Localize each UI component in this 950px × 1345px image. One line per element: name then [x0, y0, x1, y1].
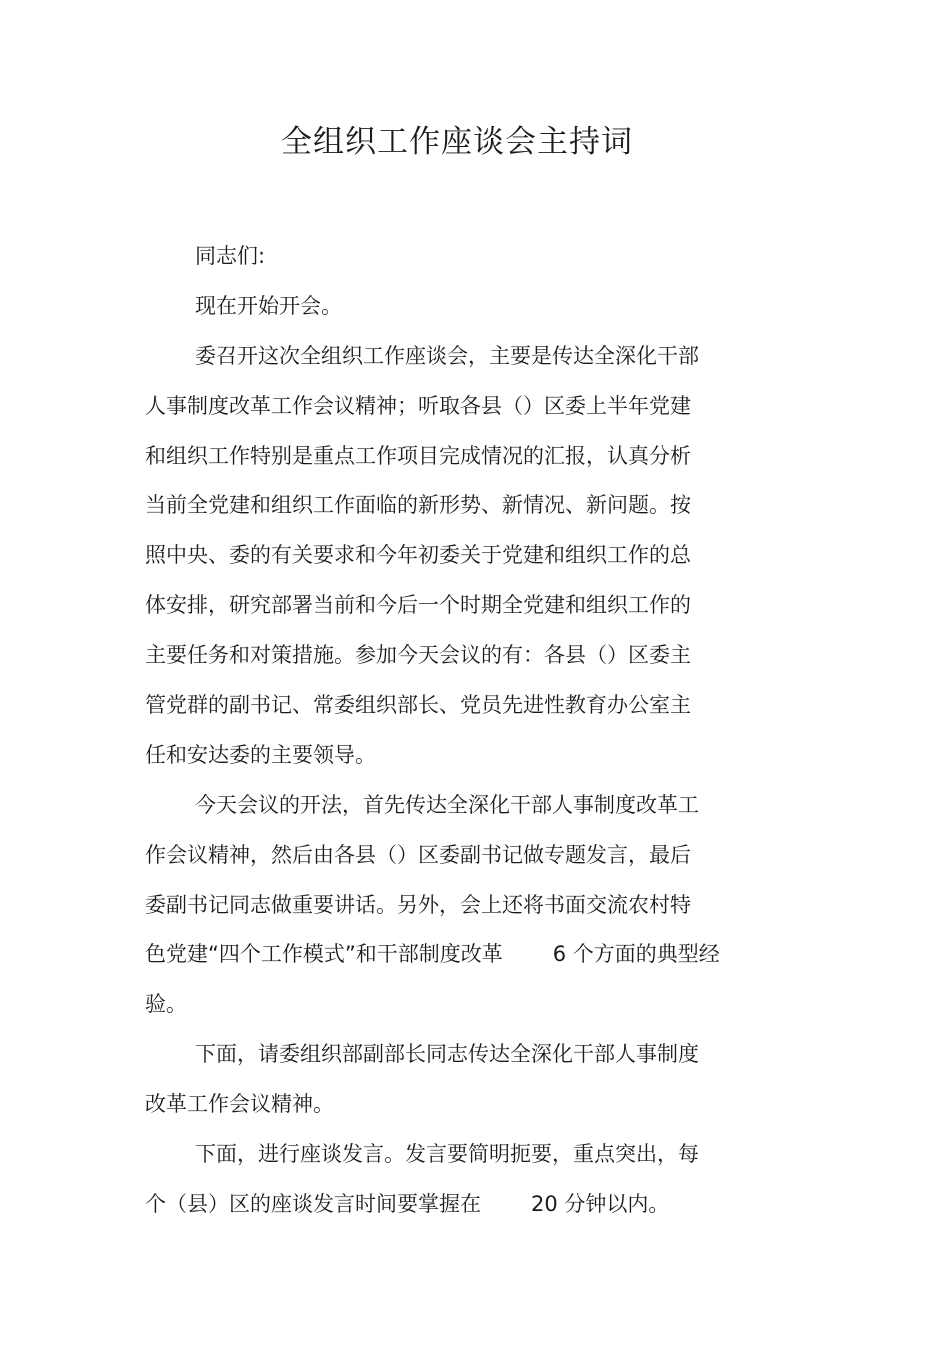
paragraph-line: 任和安达委的主要领导。 [145, 742, 376, 767]
paragraph-line: 现在开始开会。 [195, 293, 342, 318]
paragraph-line: 同志们: [195, 244, 266, 268]
paragraph-line: 当前全党建和组织工作面临的新形势、新情况、新问题。按 [145, 493, 691, 518]
document-title: 全组织工作座谈会主持词 [281, 124, 633, 160]
paragraph-line: 委召开这次全组织工作座谈会，主要是传达全深化干部 [195, 343, 699, 368]
paragraph-line: 主要任务和对策措施。参加今天会议的有：各县（）区委主 [145, 643, 691, 668]
paragraph-line: 照中央、委的有关要求和今年初委关于党建和组织工作的总 [145, 543, 691, 568]
paragraph-line: 今天会议的开法，首先传达全深化干部人事制度改革工 [195, 792, 699, 817]
line-segment: 个（县）区的座谈发言时间要掌握在 [145, 1191, 481, 1216]
paragraph-line: 和组织工作特别是重点工作项目完成情况的汇报，认真分析 [145, 443, 691, 468]
paragraph-line [145, 930, 785, 980]
paragraph-line [145, 1180, 785, 1230]
document-body [145, 232, 785, 1230]
paragraph-line: 委副书记同志做重要讲话。另外，会上还将书面交流农村特 [145, 892, 691, 917]
paragraph-line: 验。 [145, 992, 187, 1017]
line-segment: 20 分钟以内。 [531, 1191, 670, 1216]
paragraph-line: 下面，进行座谈发言。发言要简明扼要，重点突出，每 [195, 1142, 699, 1167]
paragraph-line: 改革工作会议精神。 [145, 1092, 334, 1117]
paragraph-line: 管党群的副书记、常委组织部长、党员先进性教育办公室主 [145, 693, 691, 718]
paragraph-line: 人事制度改革工作会议精神；听取各县（）区委上半年党建 [145, 393, 691, 418]
paragraph-line: 下面，请委组织部副部长同志传达全深化干部人事制度 [195, 1042, 699, 1067]
line-segment: 色党建“四个工作模式”和干部制度改革 [145, 942, 503, 967]
paragraph-line: 作会议精神，然后由各县（）区委副书记做专题发言，最后 [145, 842, 691, 867]
line-segment: 6 个方面的典型经 [552, 942, 720, 967]
paragraph-line: 体安排，研究部署当前和今后一个时期全党建和组织工作的 [145, 593, 691, 618]
